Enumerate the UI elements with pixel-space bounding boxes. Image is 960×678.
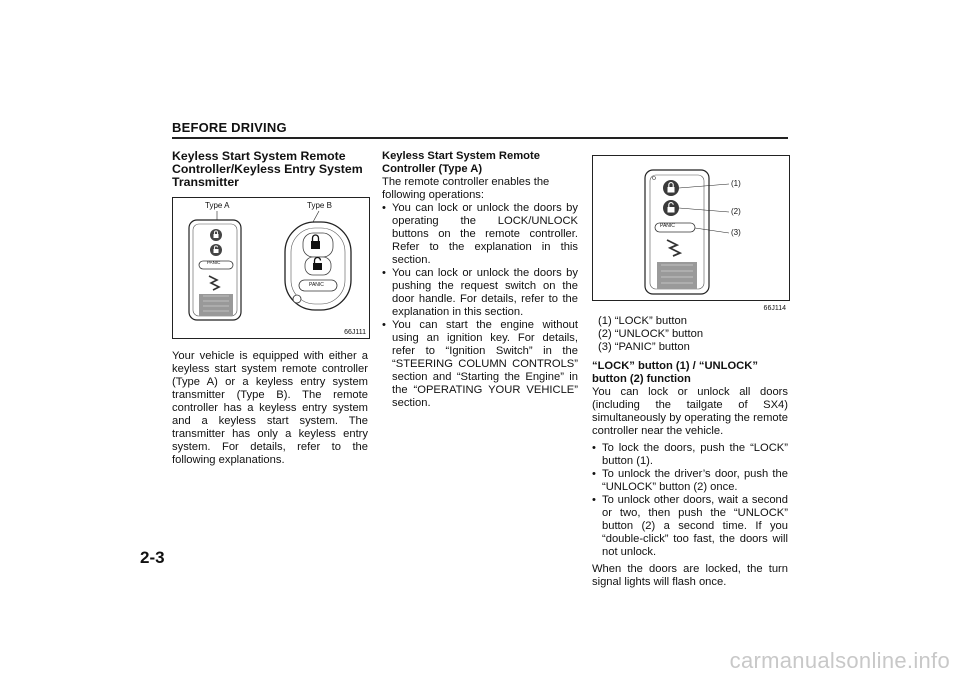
list-item: • You can lock or unlock the doors by operating the LOCK/UNLOCK buttons on the remote controller. Refer to the explanation in this section.: [382, 202, 578, 267]
col1-body: [172, 350, 368, 467]
figure-label-type-a: Type A: [205, 201, 230, 210]
list-item: • To lock the doors, push the “LOCK” button (1).: [592, 442, 788, 468]
legend-item: (2) “UNLOCK” button: [598, 328, 704, 340]
type-b-remote-icon: [285, 222, 351, 310]
callout-2: (2): [731, 207, 741, 216]
callout-3: (3): [731, 228, 741, 237]
button-legend: [592, 315, 788, 354]
list-item: • You can lock or unlock the doors by pushing the request switch on the door handle. For details, refer to the explanation in this section.: [382, 267, 578, 319]
remote-types-illustration: [173, 198, 369, 338]
col3-intro: You can lock or unlock all doors (including the tailgate of SX4) simultaneously by operating the remote controller near the vehicle.: [592, 386, 788, 437]
remote-buttons-illustration: [593, 156, 789, 300]
col2-heading: Keyless Start System Remote Controller (Type A): [382, 150, 540, 175]
col1-heading: Keyless Start System Remote Controller/Keyless Entry System Transmitter: [172, 149, 363, 189]
col3-bullet-list: [592, 442, 788, 559]
page-number: 2-3: [140, 548, 165, 567]
col2-bullet-list: [382, 202, 578, 410]
figure-66j111: [172, 197, 370, 339]
type-a-remote-detail-icon: [645, 170, 709, 294]
column-2: [382, 150, 578, 410]
type-b-panic-text: PANIC: [309, 282, 324, 288]
figure-label-type-b: Type B: [307, 201, 332, 210]
type-a-remote-icon: [189, 220, 241, 320]
list-item: • To unlock the driver’s door, push the “UNLOCK” button (2) once.: [592, 468, 788, 494]
col3-heading: “LOCK” button (1) / “UNLOCK” button (2) function: [592, 360, 758, 385]
col3-closing: When the doors are locked, the turn signal lights will flash once.: [592, 563, 788, 588]
col1-paragraph: Your vehicle is equipped with either a keyless start system remote controller (Type A) or a keyless entry system transmitter (Type B). The remote controller has a keyless entry system and a keyless start system. The transmitter has only a keyless entry system. For details, refer to the following explanations.: [172, 350, 368, 466]
figure-code: 66J111: [344, 329, 366, 336]
panic-button-text: PANIC: [660, 223, 675, 229]
callout-1: (1): [731, 179, 741, 188]
legend-item: (3) “PANIC” button: [598, 341, 690, 353]
list-item: • You can start the engine without using an ignition key. For details, refer to “Ignition Switch” in the “STEERING COLUMN CONTROLS” section and “Starting the Engine” in the “OPERATING YOUR VEHICLE” section.: [382, 319, 578, 410]
legend-item: (1) “LOCK” button: [598, 315, 687, 327]
section-title: BEFORE DRIVING: [172, 120, 287, 135]
watermark: carmanualsonline.info: [729, 648, 950, 673]
column-3: [592, 315, 788, 589]
figure-66j114: [592, 155, 790, 312]
list-item: • To unlock other doors, wait a second or two, then push the “UNLOCK” button (2) a second time. If you “double-click” too fast, the doors will not unlock.: [592, 494, 788, 559]
column-1: [172, 150, 368, 189]
type-a-panic-text: PANIC: [207, 260, 221, 265]
col2-intro: The remote controller enables the following operations:: [382, 176, 550, 201]
header-rule: [172, 137, 788, 139]
figure-code: 66J114: [763, 305, 786, 312]
